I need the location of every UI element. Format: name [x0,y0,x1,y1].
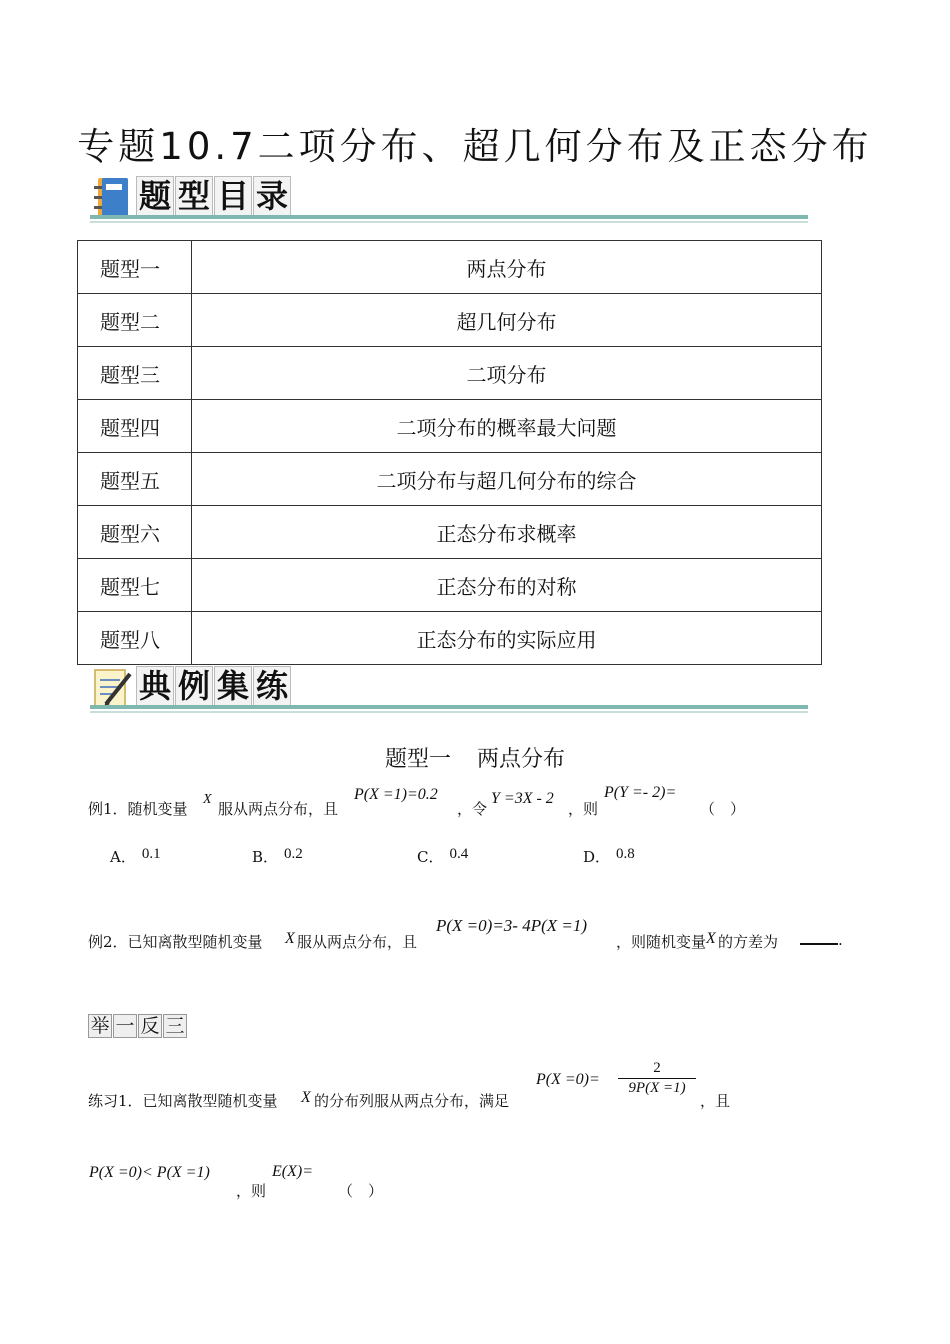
toc-name: 正态分布的对称 [192,559,822,612]
pr1-var: X [301,1089,311,1106]
option-value: 0.8 [616,846,635,862]
option-value: 0.1 [141,846,161,862]
option-letter: B． [252,848,279,866]
toc-name: 二项分布 [192,347,822,400]
option-value: 0.4 [449,846,469,862]
section-char: 录 [253,176,291,216]
option-value: 0.2 [284,846,303,862]
ex2-text1: 服从两点分布，且 [297,933,418,951]
ex1-formula3: P(Y =- 2)= [604,784,677,801]
toc-label: 题型五 [78,453,192,506]
section-header-examples [88,662,808,714]
toc-name: 超几何分布 [192,294,822,347]
option-letter: D． [583,848,611,866]
type-label: 题型一 [384,747,451,772]
type-title [0,742,950,773]
ex2-formula: P(X =0)=3- 4P(X =1) [436,916,588,935]
type-name: 两点分布 [477,747,566,772]
section-char: 集 [214,666,252,706]
toc-row [78,453,822,506]
toc-row [78,506,822,559]
toc-name: 正态分布求概率 [192,506,822,559]
practice-char: 一 [113,1014,137,1038]
pen-paper-icon [92,666,132,710]
ex1-prefix: 例1．随机变量 [88,800,188,818]
toc-name: 正态分布的实际应用 [192,612,822,665]
ex1-text1: 服从两点分布，且 [218,800,339,818]
toc-name: 两点分布 [192,241,822,294]
toc-label: 题型四 [78,400,192,453]
practice-label [88,1014,188,1038]
toc-row [78,241,822,294]
ex2-answer-blank[interactable] [800,931,843,949]
pr1-prefix: 练习1．已知离散型随机变量 [88,1092,278,1110]
toc-label: 题型二 [78,294,192,347]
practice-char: 三 [163,1014,187,1038]
section-char: 例 [175,666,213,706]
toc-row [78,294,822,347]
option-letter: C． [417,848,444,866]
toc-table [77,240,822,665]
option-d[interactable] [583,846,635,867]
pr1-text3: ，则 [236,1182,267,1200]
divider [90,221,808,223]
toc-label: 题型六 [78,506,192,559]
toc-row [78,347,822,400]
divider [90,705,808,709]
option-letter: A． [110,848,136,866]
ex1-formula1: P(X =1)=0.2 [354,786,438,803]
fraction-bar [618,1078,696,1079]
pr1-formula1: P(X =0)= [536,1071,600,1088]
ex1-paren: （ ） [700,800,746,818]
ex2-text3: 的方差为 [718,933,779,951]
divider [90,215,808,219]
divider [90,711,808,713]
pr1-text2: ，且 [700,1092,731,1110]
notebook-icon [92,176,132,220]
ex2-var2: X [706,930,716,947]
toc-row [78,612,822,665]
ex1-var: X [203,792,212,807]
toc-label: 题型七 [78,559,192,612]
section-char: 型 [175,176,213,216]
toc-label: 题型一 [78,241,192,294]
ex1-text3: ，则 [568,800,599,818]
fraction-denominator: 9P(X =1) [628,1080,686,1096]
option-a[interactable] [110,846,161,867]
practice-char: 举 [88,1014,112,1038]
ex2-prefix: 例2．已知离散型随机变量 [88,933,263,951]
pr1-formula3: E(X)= [272,1163,313,1180]
section-char: 题 [136,176,174,216]
ex1-text2: ，令 [457,800,488,818]
fraction-numerator: 2 [653,1060,661,1076]
toc-name: 二项分布与超几何分布的综合 [192,453,822,506]
section-char: 练 [253,666,291,706]
ex2-end: . [838,931,843,949]
page-title: 专题10.7二项分布、超几何分布及正态分布 [77,125,873,168]
toc-row [78,559,822,612]
toc-label: 题型三 [78,347,192,400]
ex2-var: X [285,930,295,947]
ex2-text2: ，则随机变量 [616,933,707,951]
toc-name: 二项分布的概率最大问题 [192,400,822,453]
pr1-paren: （ ） [338,1182,384,1200]
option-c[interactable] [417,846,468,867]
pr1-text1: 的分布列服从两点分布，满足 [314,1092,510,1110]
pr1-fraction [618,1060,696,1097]
ex1-formula2: Y =3X - 2 [491,790,554,807]
toc-label: 题型八 [78,612,192,665]
pr1-formula2: P(X =0)< P(X =1) [89,1164,210,1181]
toc-row [78,400,822,453]
section-header-toc [88,172,808,224]
practice-char: 反 [138,1014,162,1038]
section-char: 目 [214,176,252,216]
section-char: 典 [136,666,174,706]
option-b[interactable] [252,846,303,867]
